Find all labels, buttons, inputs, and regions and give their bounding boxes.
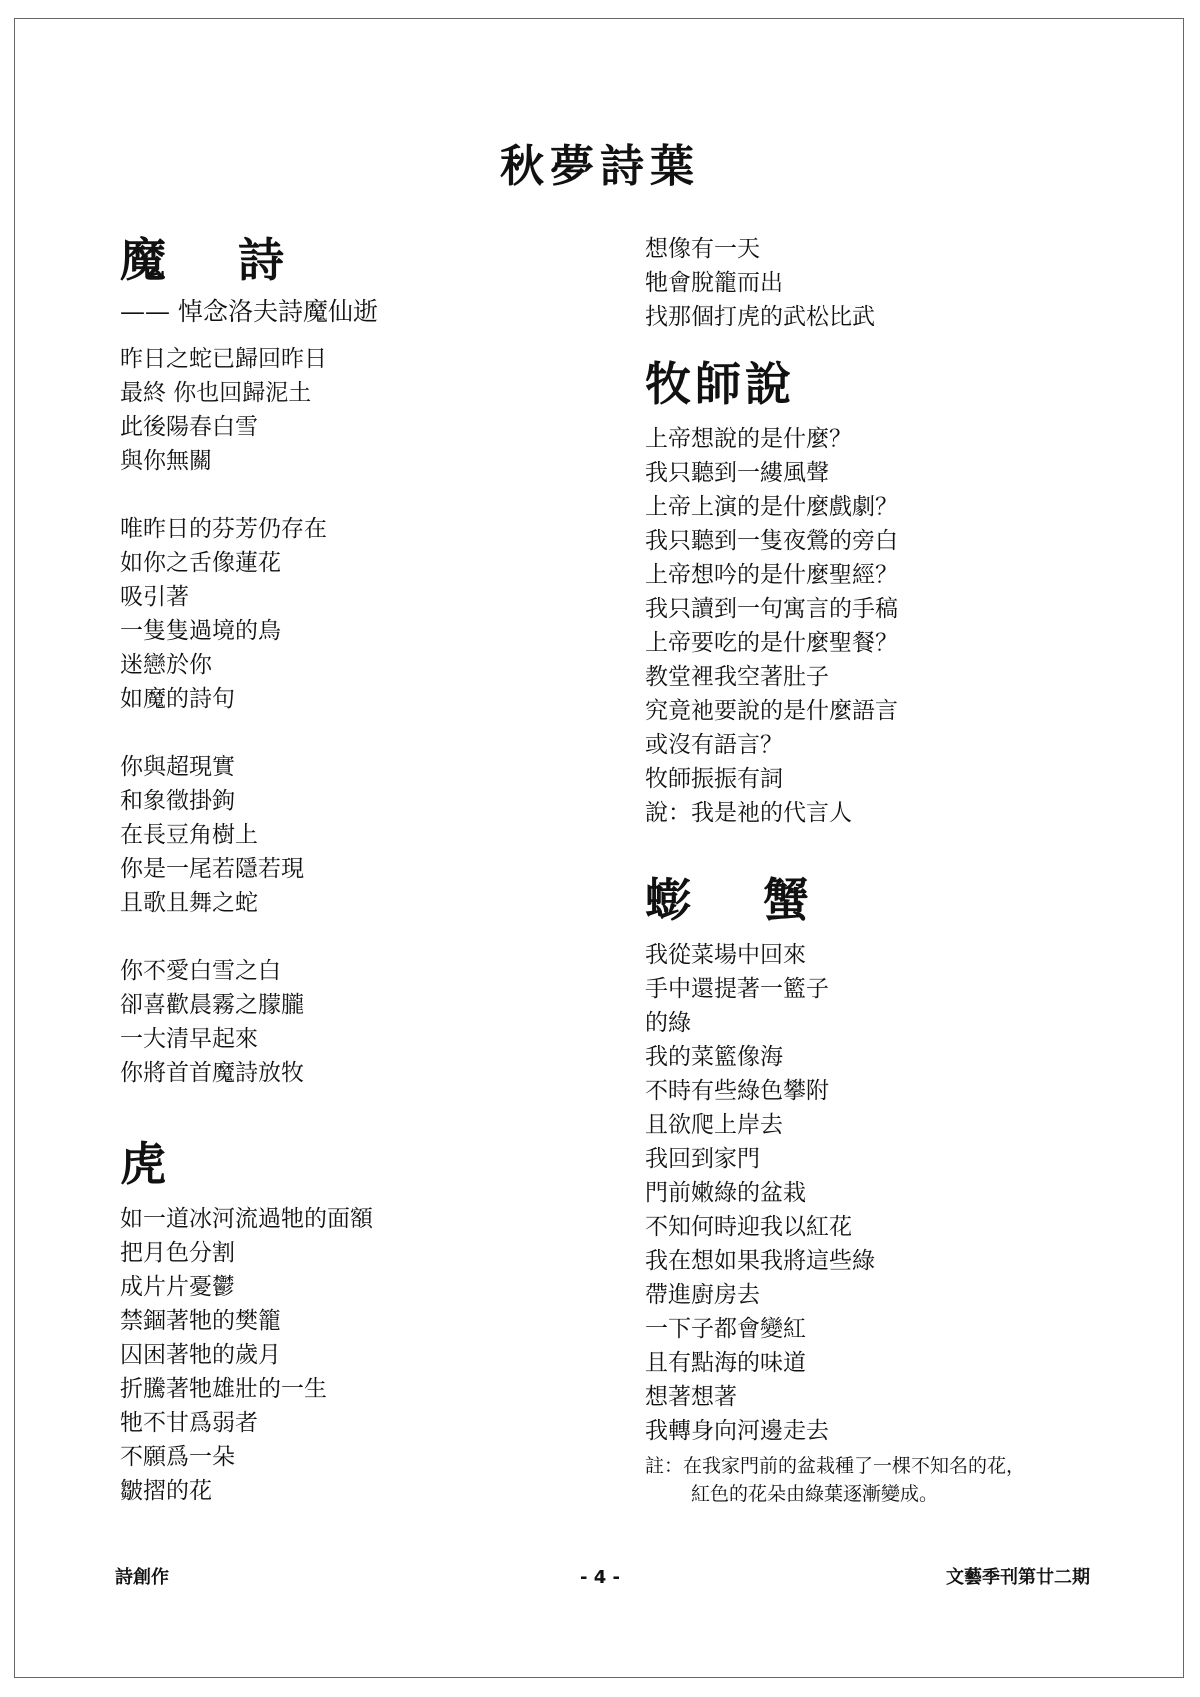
stanza	[120, 1202, 620, 1508]
poem-line: 你不愛白雪之白	[120, 958, 281, 984]
poem-line: 我在想如果我將這些綠	[645, 1248, 875, 1274]
poem-line: 把月色分割	[120, 1240, 235, 1266]
poem-line: 我只聽到一隻夜鶯的旁白	[645, 528, 898, 554]
poem-line: 上帝要吃的是什麼聖餐？	[645, 630, 898, 656]
poem-line: 此後陽春白雪	[120, 414, 258, 440]
poem-line: 一下子都會變紅	[645, 1316, 806, 1342]
poem-line: 成片片憂鬱	[120, 1274, 235, 1300]
poem-line: 和象徵掛鉤	[120, 788, 235, 814]
poem-line: 折騰著牠雄壯的一生	[120, 1376, 327, 1402]
poem-line: 手中還提著一籃子	[645, 976, 829, 1002]
poem-line: 不時有些綠色攀附	[645, 1078, 829, 1104]
poem-line: 囚困著牠的歲月	[120, 1342, 281, 1368]
footer-page-number: - 4 -	[580, 1567, 620, 1588]
poem-line: 卻喜歡晨霧之朦朧	[120, 992, 304, 1018]
poem-line: 不願爲一朵	[120, 1444, 235, 1470]
poem-line: 你與超現實	[120, 754, 235, 780]
poem-line: 或沒有語言？	[645, 732, 783, 758]
poem-line: 找那個打虎的武松比武	[645, 304, 875, 330]
footer-section-label: 詩創作	[115, 1567, 169, 1588]
poem-line: 不知何時迎我以紅花	[645, 1214, 852, 1240]
stanza	[645, 422, 1115, 830]
poem-line: 吸引著	[120, 584, 189, 610]
poem-line: 門前嫩綠的盆栽	[645, 1180, 806, 1206]
stanza	[645, 232, 1115, 334]
poem-line: 昨日之蛇已歸回昨日	[120, 346, 327, 372]
poem-subtitle-magic: —— 悼念洛夫詩魔仙逝	[120, 297, 378, 326]
poem-line: 你將首首魔詩放牧	[120, 1060, 304, 1086]
poem-line: 牠會脫籠而出	[645, 270, 783, 296]
poem-line: 說：我是祂的代言人	[645, 800, 852, 826]
poem-line: 究竟祂要說的是什麼語言	[645, 698, 898, 724]
poem-line: 我轉身向河邊走去	[645, 1418, 829, 1444]
poem-title-magic: 魔 詩	[120, 233, 313, 287]
poem-line: 上帝想吟的是什麼聖經？	[645, 562, 898, 588]
poem-line: 的綠	[645, 1010, 691, 1036]
stanza	[120, 750, 620, 920]
poem-line: 且歌且舞之蛇	[120, 890, 258, 916]
poem-line: 唯昨日的芬芳仍存在	[120, 516, 327, 542]
poem-line: 一大清早起來	[120, 1026, 258, 1052]
poem-line: 在長豆角樹上	[120, 822, 258, 848]
poem-line: 一隻隻過境的鳥	[120, 618, 281, 644]
right-column	[645, 232, 1115, 1508]
poem-line: 上帝上演的是什麼戲劇？	[645, 494, 898, 520]
poem-line: 且欲爬上岸去	[645, 1112, 783, 1138]
poem-line: 我回到家門	[645, 1146, 760, 1172]
stanza	[120, 954, 620, 1090]
poem-line: 如你之舌像蓮花	[120, 550, 281, 576]
poem-title-pastor: 牧師說	[645, 357, 795, 411]
poem-line: 牧師振振有詞	[645, 766, 783, 792]
poem-line: 帶進廚房去	[645, 1282, 760, 1308]
poem-line: 我只讀到一句寓言的手稿	[645, 596, 898, 622]
left-column	[120, 230, 620, 1542]
poem-line: 禁錮著牠的樊籠	[120, 1308, 281, 1334]
poem-line: 最終 你也回歸泥土	[120, 380, 312, 406]
poem-line: 迷戀於你	[120, 652, 212, 678]
poem-line: 我從菜場中回來	[645, 942, 806, 968]
stanza	[120, 342, 620, 478]
poem-title-crab: 蟛 蟹	[645, 873, 838, 927]
poem-note: 註：在我家門前的盆栽種了一棵不知名的花，	[645, 1455, 1026, 1477]
page-title: 秋夢詩葉	[500, 141, 700, 192]
poem-line: 且有點海的味道	[645, 1350, 806, 1376]
poem-line: 上帝想說的是什麼？	[645, 426, 852, 452]
poem-line: 我的菜籃像海	[645, 1044, 783, 1070]
poem-line: 如一道冰河流過牠的面額	[120, 1206, 373, 1232]
footer-publication: 文藝季刊第廿二期	[946, 1567, 1090, 1588]
stanza	[120, 512, 620, 716]
poem-line: 想像有一天	[645, 236, 760, 262]
poem-line: 與你無關	[120, 448, 212, 474]
poem-title-tiger: 虎	[120, 1137, 170, 1191]
poem-line: 我只聽到一縷風聲	[645, 460, 829, 486]
poem-line: 教堂裡我空著肚子	[645, 664, 829, 690]
poem-note: 紅色的花朵由綠葉逐漸變成。	[691, 1483, 939, 1505]
poem-line: 想著想著	[645, 1384, 737, 1410]
stanza	[645, 938, 1115, 1448]
poem-line: 牠不甘爲弱者	[120, 1410, 258, 1436]
poem-line: 如魔的詩句	[120, 686, 235, 712]
poem-line: 皺摺的花	[120, 1478, 212, 1504]
poem-line: 你是一尾若隱若現	[120, 856, 304, 882]
